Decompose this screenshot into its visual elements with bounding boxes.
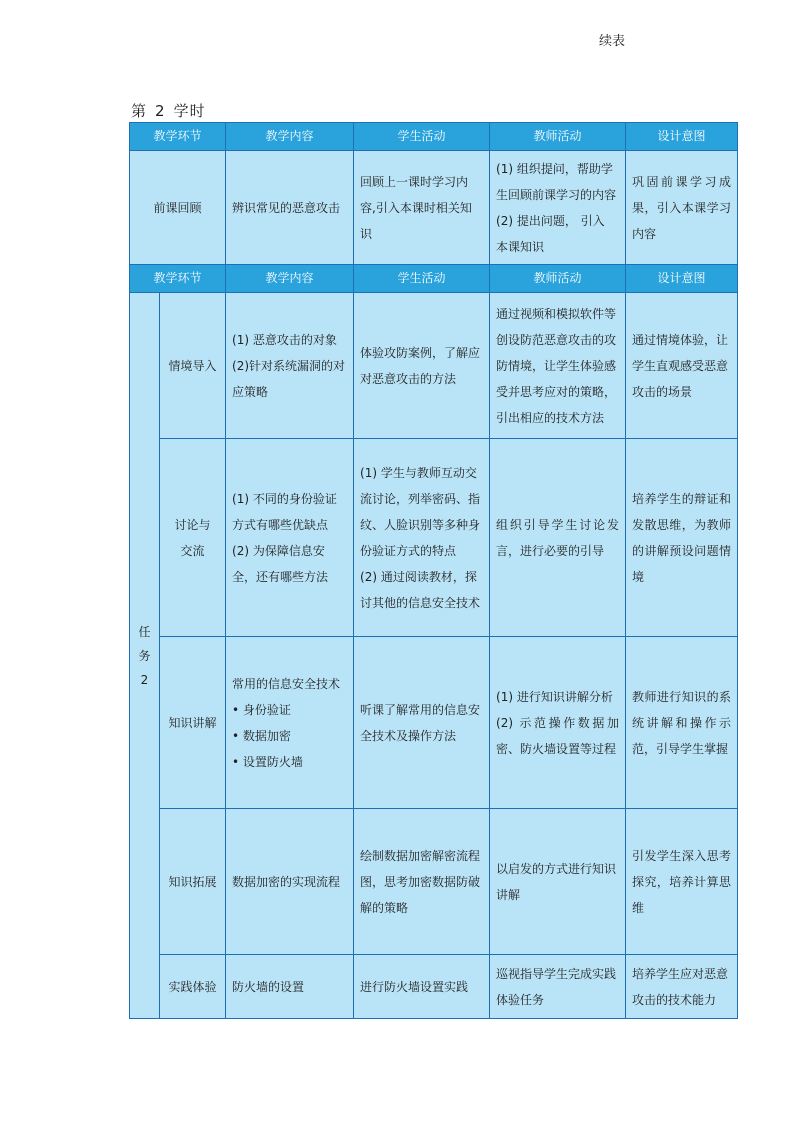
stage-cell: 前课回顾 [130, 151, 226, 265]
header-cell: 教学环节 [130, 123, 226, 151]
header-cell: 教学环节 [130, 265, 226, 293]
table-row [130, 151, 738, 265]
table-header-row [130, 265, 738, 293]
purpose-cell: 培养学生的辩证和发散思维，为教师的讲解预设问题情境 [626, 439, 738, 637]
content-cell: (1) 不同的身份验证方式有哪些优缺点 (2) 为保障信息安全，还有哪些方法 [226, 439, 354, 637]
teacher-cell: 巡视指导学生完成实践体验任务 [490, 955, 626, 1019]
table-row [130, 293, 738, 439]
content-cell: 防火墙的设置 [226, 955, 354, 1019]
header-cell: 学生活动 [354, 265, 490, 293]
purpose-cell: 培养学生应对恶意攻击的技术能力 [626, 955, 738, 1019]
header-cell: 教师活动 [490, 123, 626, 151]
table-header-row [130, 123, 738, 151]
content-cell: 辨识常见的恶意攻击 [226, 151, 354, 265]
student-cell: 绘制数据加密解密流程图，思考加密数据防破解的策略 [354, 809, 490, 955]
header-cell: 设计意图 [626, 123, 738, 151]
stage-cell: 讨论与 交流 [160, 439, 226, 637]
teacher-cell: (1) 组织提问，帮助学生回顾前课学习的内容 (2) 提出问题， 引入 本课知识 [490, 151, 626, 265]
content-cell: 常用的信息安全技术 • 身份验证 • 数据加密 • 设置防火墙 [226, 637, 354, 809]
header-cell: 学生活动 [354, 123, 490, 151]
content-cell: 数据加密的实现流程 [226, 809, 354, 955]
header-cell: 设计意图 [626, 265, 738, 293]
task-label-char: 任 [138, 624, 151, 639]
lesson-suffix: 学时 [173, 102, 206, 120]
purpose-cell: 引发学生深入思考探究，培养计算思维 [626, 809, 738, 955]
lesson-title [131, 100, 206, 121]
teacher-cell: 以启发的方式进行知识讲解 [490, 809, 626, 955]
stage-cell: 知识讲解 [160, 637, 226, 809]
task-label-cell [130, 293, 160, 1019]
header-cell: 教师活动 [490, 265, 626, 293]
task-label-char: 2 [140, 672, 149, 687]
table-row [130, 637, 738, 809]
stage-cell: 知识拓展 [160, 809, 226, 955]
teacher-cell: (1) 进行知识讲解分析 (2) 示范操作数据加密、防火墙设置等过程 [490, 637, 626, 809]
header-cell: 教学内容 [226, 265, 354, 293]
lesson-prefix: 第 [131, 102, 148, 120]
table-row [130, 955, 738, 1019]
continued-label: 续表 [599, 34, 626, 49]
stage-cell: 情境导入 [160, 293, 226, 439]
task-label-char: 务 [138, 648, 151, 663]
student-cell: (1) 学生与教师互动交流讨论，列举密码、指纹、人脸识别等多种身份验证方式的特点 (2) 通过阅读教材，探讨其他的信息安全技术 [354, 439, 490, 637]
purpose-cell: 教师进行知识的系统讲解和操作示范，引导学生掌握 [626, 637, 738, 809]
stage-cell: 实践体验 [160, 955, 226, 1019]
table-row [130, 809, 738, 955]
purpose-cell: 通过情境体验，让学生直观感受恶意攻击的场景 [626, 293, 738, 439]
lesson-plan-table [129, 122, 738, 1019]
student-cell: 听课了解常用的信息安全技术及操作方法 [354, 637, 490, 809]
teacher-cell: 通过视频和模拟软件等创设防范恶意攻击的攻防情境，让学生体验感受并思考应对的策略，引出相应的技术方法 [490, 293, 626, 439]
purpose-cell: 巩固前课学习成果，引入本课学习内容 [626, 151, 738, 265]
header-cell: 教学内容 [226, 123, 354, 151]
student-cell: 体验攻防案例，了解应对恶意攻击的方法 [354, 293, 490, 439]
lesson-number: 2 [155, 102, 166, 120]
student-cell: 回顾上一课时学习内容,引入本课时相关知识 [354, 151, 490, 265]
student-cell: 进行防火墙设置实践 [354, 955, 490, 1019]
content-cell: (1) 恶意攻击的对象 (2)针对系统漏洞的对应策略 [226, 293, 354, 439]
table-row [130, 439, 738, 637]
teacher-cell: 组织引导学生讨论发言，进行必要的引导 [490, 439, 626, 637]
